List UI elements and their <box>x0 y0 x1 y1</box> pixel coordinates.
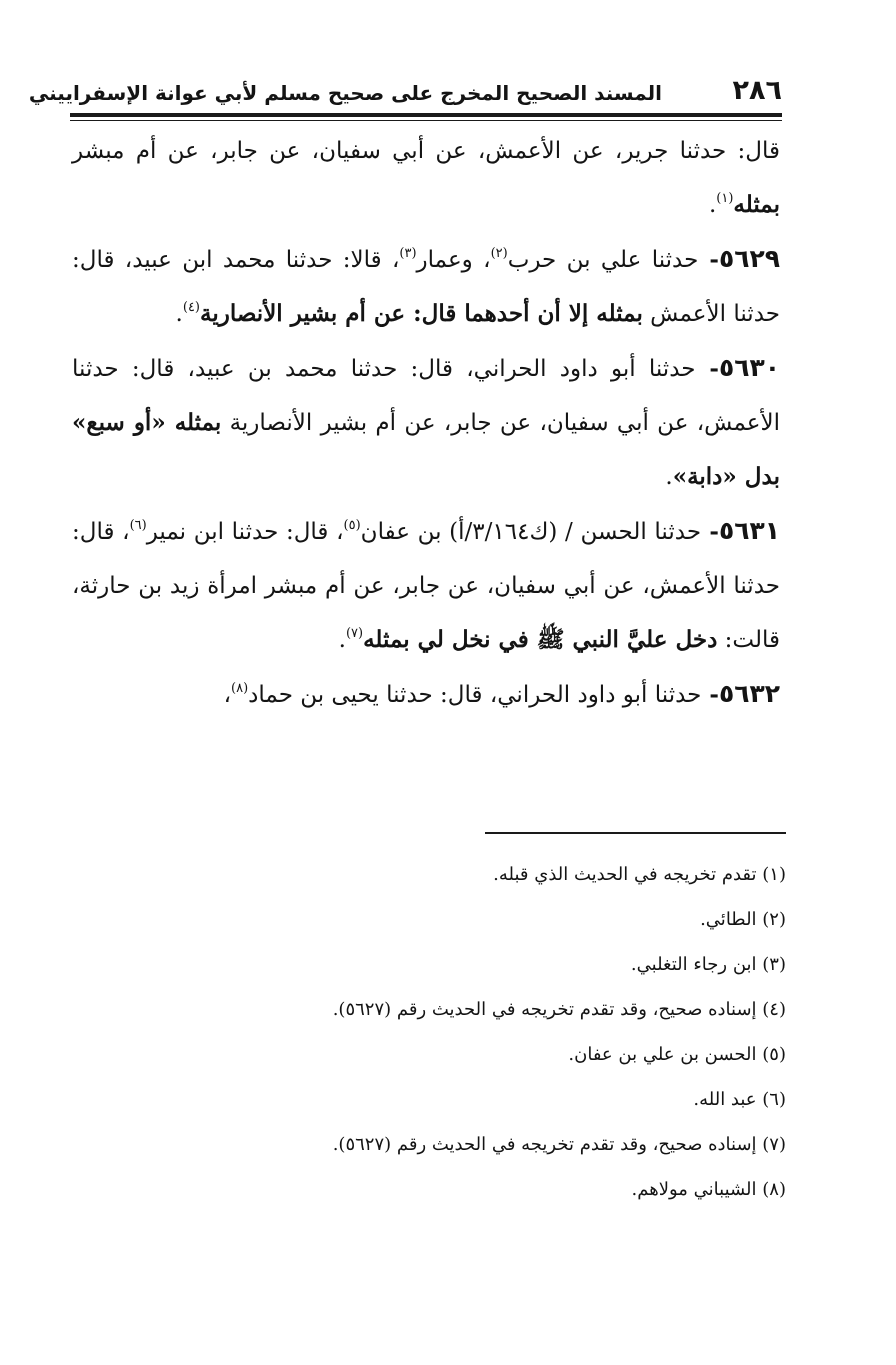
text-run: ، وعمار <box>416 247 491 273</box>
header-rule-thin <box>70 120 782 121</box>
hadith-dash: - <box>701 518 719 545</box>
text-run: حدثنا أبو داود الحراني، قال: حدثنا يحيى بن حماد <box>248 682 702 708</box>
footnote-ref: (١) <box>716 191 734 206</box>
running-title: المسند الصحيح المخرج على صحيح مسلم لأبي عوانة الإسفراييني <box>28 81 662 105</box>
hadith-dash: - <box>701 681 719 708</box>
text-run: . <box>665 464 673 490</box>
hadith-number: ٥٦٣١ <box>718 516 781 545</box>
text-run: حدثنا أبو داود الحراني، قال: حدثنا محمد بن عبيد، قال: حدثنا الأعمش، عن أبي سفيان، عن جابر، عن أم بشير الأنصارية <box>72 356 780 436</box>
page-header <box>28 70 782 110</box>
bold-text-run: دخل عليَّ النبي ﷺ في نخل لي بمثله <box>363 626 718 653</box>
text-run: . <box>175 301 183 327</box>
footnote-ref: (٢) <box>490 246 508 261</box>
main-text <box>72 124 780 722</box>
footnote-ref: (٣) <box>399 246 417 261</box>
bold-text-run: بمثله إلا أن أحدهما قال: عن أم بشير الأنصارية <box>200 300 643 327</box>
bold-text-run: بمثله <box>733 191 780 218</box>
footnote-1: (١) تقدم تخريجه في الحديث الذي قبله. <box>493 864 786 885</box>
text-run: . <box>708 192 717 218</box>
paragraph-continuation <box>72 124 780 232</box>
footnotes <box>72 852 786 1212</box>
hadith-dash: - <box>695 355 719 382</box>
text-run: ، قال: حدثنا ابن نمير <box>146 519 344 545</box>
footnote-ref: (٨) <box>231 681 249 696</box>
hadith-number: ٥٦٢٩ <box>718 244 780 273</box>
text-run: . <box>338 627 346 653</box>
text-run: ، <box>223 682 231 708</box>
page-number: ٢٨٦ <box>732 75 782 106</box>
footnote-separator <box>485 832 786 834</box>
footnote-ref: (٤) <box>182 300 200 315</box>
text-run: ، قالا: حدثنا محمد ابن عبيد، قال: حدثنا الأعمش <box>72 247 780 327</box>
footnote-ref: (٧) <box>345 626 364 641</box>
footnote-7: (٧) إسناده صحيح، وقد تقدم تخريجه في الحديث رقم (٥٦٢٧). <box>332 1134 786 1155</box>
header-rule-thick <box>70 113 782 117</box>
text-run: حدثنا الحسن / (ك٣/١٦٤/أ) بن عفان <box>360 519 702 545</box>
hadith-number: ٥٦٣٢ <box>718 679 780 708</box>
hadith-number: ٥٦٣٠ <box>718 353 780 382</box>
text-run: ، قال: حدثنا الأعمش، عن أبي سفيان، عن جابر، عن أم مبشر امرأة زيد بن حارثة، قالت: <box>72 519 780 653</box>
hadith-paragraph <box>72 667 780 722</box>
footnote-2: (٢) الطائي. <box>700 909 786 930</box>
footnote-8: (٨) الشيباني مولاهم. <box>631 1179 786 1200</box>
text-run: قال: حدثنا جرير، عن الأعمش، عن أبي سفيان، عن جابر، عن أم مبشر <box>72 138 780 164</box>
hadith-paragraph <box>72 341 780 504</box>
hadith-dash: - <box>698 246 719 273</box>
footnote-ref: (٥) <box>343 518 361 533</box>
footnote-3: (٣) ابن رجاء التغلبي. <box>630 954 786 975</box>
footnote-5: (٥) الحسن بن علي بن عفان. <box>568 1044 786 1065</box>
bold-text-run: بمثله «أو سبع» بدل «دابة» <box>72 409 780 490</box>
hadith-paragraph <box>72 232 780 341</box>
footnote-4: (٤) إسناده صحيح، وقد تقدم تخريجه في الحديث رقم (٥٦٢٧). <box>332 999 786 1020</box>
footnote-6: (٦) عبد الله. <box>693 1089 786 1110</box>
footnote-ref: (٦) <box>129 518 147 533</box>
hadith-paragraph <box>72 504 780 667</box>
text-run: حدثنا علي بن حرب <box>507 247 699 273</box>
